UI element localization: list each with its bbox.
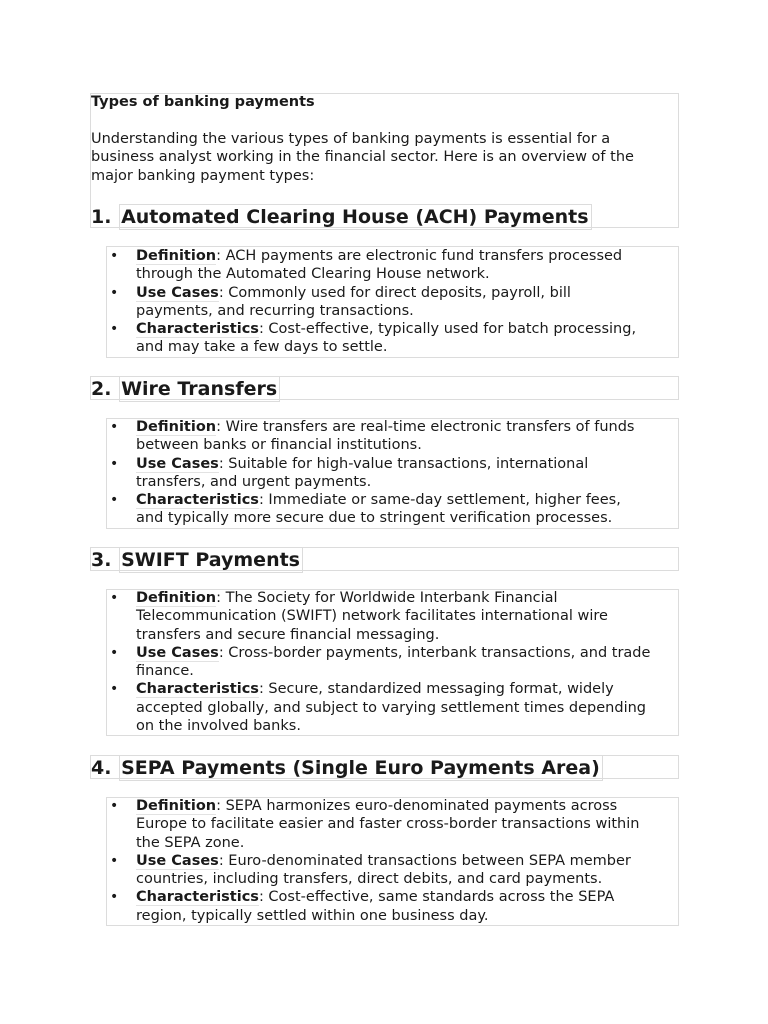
- bullet-icon: •: [110, 492, 119, 509]
- section-heading-swift: [91, 547, 303, 573]
- bullet-icon: •: [110, 644, 119, 661]
- section-title: Wire Transfers: [119, 376, 280, 402]
- list-item: [106, 247, 652, 284]
- bullet-icon: •: [110, 681, 119, 698]
- item-text: : Cost-effective, same standards across the SEPA region, typically settled within one business day.: [136, 889, 615, 924]
- item-key: Use Cases: [136, 852, 219, 869]
- bullet-icon: •: [110, 248, 119, 264]
- item-text: : The Society for Worldwide Interbank Financial Telecommunication (SWIFT) network facilitates international wire transfers and secure financial messaging.: [136, 590, 608, 643]
- item-key: Definition: [136, 248, 217, 264]
- section-list-swift: [106, 589, 652, 735]
- list-item: [106, 455, 652, 492]
- list-item: [106, 284, 652, 321]
- item-text: : Euro-denominated transactions between SEPA member countries, including transfers, direct debits, and card payments.: [136, 852, 631, 888]
- item-key: Characteristics: [136, 889, 259, 906]
- section-title: SWIFT Payments: [119, 547, 303, 573]
- bullet-icon: •: [110, 798, 119, 814]
- item-key: Definition: [136, 798, 217, 814]
- list-item: [106, 589, 652, 644]
- section-title: SEPA Payments (Single Euro Payments Area): [119, 755, 603, 781]
- list-item: [106, 491, 652, 528]
- item-key: Characteristics: [136, 492, 259, 509]
- section-heading-sepa: [91, 755, 603, 781]
- list-item: [106, 852, 652, 889]
- item-text: : SEPA harmonizes euro-denominated payments across Europe to facilitate easier and faster cross-border transactions within the SEPA zone.: [136, 798, 640, 851]
- item-key: Use Cases: [136, 455, 219, 472]
- bullet-icon: •: [110, 455, 119, 472]
- section-list-sepa: [106, 797, 652, 925]
- list-item: [106, 797, 652, 852]
- bullet-icon: •: [110, 852, 119, 869]
- section-list-wire: [106, 418, 652, 528]
- bullet-icon: •: [110, 284, 119, 301]
- bullet-icon: •: [110, 321, 119, 338]
- list-item: [106, 888, 652, 925]
- item-text: : ACH payments are electronic fund transfers processed through the Automated Clearing House network.: [136, 248, 623, 283]
- section-list-ach: [106, 247, 652, 357]
- section-number: 1.: [91, 206, 112, 228]
- item-text: : Suitable for high-value transactions, international transfers, and urgent payments.: [136, 455, 589, 490]
- item-text: : Cost-effective, typically used for batch processing, and may take a few days to settle.: [136, 321, 637, 356]
- list-item: [106, 320, 652, 357]
- section-heading-ach: [91, 204, 592, 230]
- section-number: 3.: [91, 549, 112, 571]
- bullet-icon: •: [110, 419, 119, 435]
- item-text: : Immediate or same-day settlement, higher fees, and typically more secure due to stringent verification processes.: [136, 492, 621, 527]
- item-key: Definition: [136, 590, 217, 606]
- item-text: : Wire transfers are real-time electronic transfers of funds between banks or financial institutions.: [136, 419, 635, 454]
- intro-paragraph: Understanding the various types of banking payments is essential for a business analyst working in the financial sector. Here is an overview of the major banking payment types:: [91, 131, 634, 184]
- document-title: Types of banking payments: [91, 94, 315, 110]
- section-title: Automated Clearing House (ACH) Payments: [119, 204, 591, 230]
- item-key: Definition: [136, 419, 217, 435]
- list-item: [106, 418, 652, 455]
- item-key: Characteristics: [136, 321, 259, 338]
- item-key: Characteristics: [136, 681, 259, 698]
- item-text: : Secure, standardized messaging format, widely accepted globally, and subject to varying settlement times depending on the involved banks.: [136, 681, 646, 735]
- bullet-icon: •: [110, 590, 119, 606]
- item-key: Use Cases: [136, 644, 219, 661]
- list-item: [106, 680, 652, 735]
- item-text: : Cross-border payments, interbank transactions, and trade finance.: [136, 644, 651, 680]
- section-number: 4.: [91, 757, 112, 779]
- section-number: 2.: [91, 378, 112, 400]
- bullet-icon: •: [110, 889, 119, 906]
- item-text: : Commonly used for direct deposits, payroll, bill payments, and recurring transactions.: [136, 284, 571, 319]
- item-key: Use Cases: [136, 284, 219, 301]
- list-item: [106, 644, 652, 681]
- section-heading-wire: [91, 376, 280, 402]
